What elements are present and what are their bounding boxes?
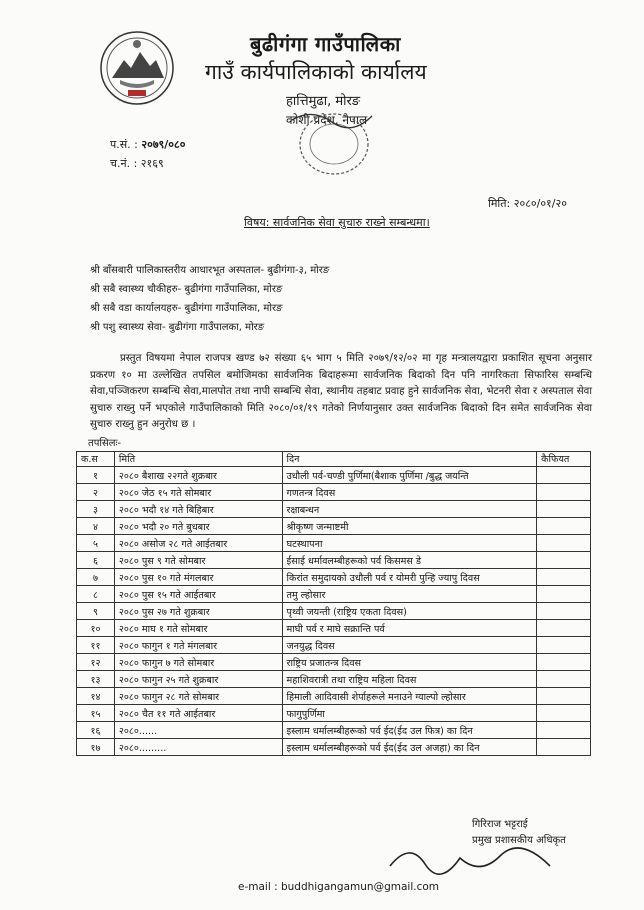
table-header-row	[77, 452, 591, 467]
recipient-list	[90, 261, 329, 337]
recipient-item: श्री सबै वडा कार्यालयहरु- बुढीगंगा गाउँपालिका, मोरङ	[90, 303, 283, 314]
cell-remark	[537, 722, 591, 739]
cell-date: २०८० बैशाख २२गते शुक्रबार	[114, 467, 282, 484]
cell-date: २०८०.........	[114, 739, 282, 756]
cell-date: २०८० पुस ९ गते सोमबार	[114, 552, 282, 569]
cell-date: २०८० असोज २८ गते आईतबार	[114, 535, 282, 552]
cell-sn: ११	[77, 637, 115, 654]
cell-sn: ७	[77, 569, 115, 586]
header-sn: क.स	[77, 452, 115, 467]
table-row	[77, 688, 591, 705]
cell-remark	[537, 535, 591, 552]
cell-sn: १३	[77, 671, 115, 688]
cell-day: राष्ट्रिय प्रजातन्त्र दिवस	[282, 654, 537, 671]
cell-day: हिमाली आदिवासी शेर्पाहरूले मनाउने ग्याल्पो ल्होसार	[282, 688, 537, 705]
table-row	[77, 586, 591, 603]
dispatch-value: २१६९	[140, 157, 164, 170]
government-emblem-icon	[98, 30, 176, 106]
cell-day: ईसाई धर्मावलम्बीहरूको पर्व किसमस डे	[282, 552, 537, 569]
cell-date: २०८० भदौ १४ गते बिहिबार	[114, 501, 282, 518]
cell-remark	[537, 569, 591, 586]
cell-sn: ८	[77, 586, 115, 603]
reference-number	[110, 137, 185, 152]
cell-sn: ५	[77, 535, 115, 552]
table-row	[77, 722, 591, 739]
dispatch-number	[110, 156, 164, 171]
cell-sn: १५	[77, 705, 115, 722]
reference-value: २०७९/०८०	[141, 138, 186, 151]
cell-sn: ६	[77, 552, 115, 569]
office-stamp-icon	[272, 102, 392, 182]
cell-day: किरांत समुदायको उधौली पर्व र योमरी पुन्हि ज्यापु दिवस	[282, 569, 537, 586]
cell-date: २०८० जेठ १५ गते सोमबार	[114, 484, 282, 501]
cell-date: २०८० पुस १५ गते आईतबार	[114, 586, 282, 603]
table-row	[77, 739, 591, 756]
recipient-item: श्री पशु स्वास्थ्य सेवा- बुढीगंगा गाउँपालका, मोरङ	[90, 322, 265, 333]
cell-sn: १६	[77, 722, 115, 739]
recipient-item: श्री सबै स्वास्थ्य चौकीहरु- बुढीगंगा गाउँपालिका, मोरङ	[90, 284, 283, 295]
cell-day: इस्लाम धर्मालम्बीहरूको पर्व ईद(ईद उल फित्र) का दिन	[282, 722, 537, 739]
signatory-title: प्रमुख प्रशासकीय अधिकृत	[472, 835, 566, 846]
letter-date: मिति: २०८०/०१/२०	[488, 197, 567, 210]
cell-day: रक्षाबन्धन	[282, 501, 537, 518]
cell-remark	[537, 671, 591, 688]
cell-date: २०८० फागुन ७ गते सोमबार	[114, 654, 282, 671]
cell-remark	[537, 484, 591, 501]
cell-day: महाशिवरात्री तथा राष्ट्रिय महिला दिवस	[282, 671, 537, 688]
table-row	[77, 671, 591, 688]
letter-body: प्रस्तुत विषयमा नेपाल राजपत्र खण्ड ७२ संख्या ६५ भाग ५ मिति २०७९/१२/०२ मा गृह मन्त्रालयद्वारा प्रकाशित सूचना अनुसार प्रकरण १० मा उल्लेखित तपसिल बमोजिमका सार्वजनिक बिदाहरूमा सार्वजनिक बिदाको दिन पनि नागरिकता सिफारिस सम्बन्धि सेवा,पञ्जिकरण सम्बन्धि सेवा,मालपोत तथा नापी सम्बन्धि सेवा, स्थानीय तहबाट प्रवाह हुने सार्वजनिक सेवा, भेटनरी सेवा र अस्पताल सेवा सुचारु राख्नु पर्ने भएकोले गाउँपालिकाको मिति २०८०/०१/१९ गतेको निर्णयानुसार उक्त सार्वजनिक बिदाको दिन समेत सार्वजनिक सेवा सुचारु राख्नु हुन अनुरोध छ ।	[90, 353, 592, 431]
cell-remark	[537, 586, 591, 603]
cell-date: २०८० पुस २७ गते शुक्रबार	[114, 603, 282, 620]
table-row	[77, 501, 591, 518]
cell-remark	[537, 518, 591, 535]
table-row	[77, 484, 591, 501]
cell-remark	[537, 654, 591, 671]
reference-label: प.सं. :	[110, 138, 138, 151]
cell-sn: २	[77, 484, 115, 501]
cell-day: इस्लाम धर्मालम्बीहरूको पर्व ईद(ईद उल अजहा) का दिन	[282, 739, 537, 756]
cell-sn: १४	[77, 688, 115, 705]
table-row	[77, 620, 591, 637]
dispatch-label: च.नं. :	[110, 157, 138, 170]
letter-subject: विषय: सार्वजनिक सेवा सुचारु राख्ने सम्बन्धमा।	[244, 216, 430, 229]
cell-sn: १	[77, 467, 115, 484]
table-row	[77, 518, 591, 535]
cell-remark	[537, 739, 591, 756]
signatory-name: गिरिराज भट्टराई	[472, 819, 528, 830]
address-line-1: हात्तिमुढा, मोरङ	[286, 94, 361, 109]
table-row	[77, 654, 591, 671]
cell-date: २०८० फागुन २८ गते सोमबार	[114, 688, 282, 705]
office-name: गाउँ कार्यपालिकाको कार्यालय	[205, 60, 427, 84]
cell-day: फागुपुर्णिमा	[282, 705, 537, 722]
cell-date: २०८० फागुन २५ गते शुक्रबार	[114, 671, 282, 688]
org-name: बुढीगंगा गाउँपालिका	[250, 32, 401, 56]
table-row	[77, 535, 591, 552]
table-row	[77, 552, 591, 569]
recipient-item: श्री बाँसबारी पालिकास्तरीय आधारभूत अस्पताल- बुढीगंगा-३, मोरङ	[90, 265, 330, 276]
cell-day: श्रीकृष्ण जन्माष्टमी	[282, 518, 537, 535]
details-label: तपसिलः-	[88, 438, 122, 449]
cell-day: घटस्थापना	[282, 535, 537, 552]
cell-remark	[537, 705, 591, 722]
signature-scrawl-icon	[380, 836, 580, 886]
cell-date: २०८० पुस १० गते मंगलबार	[114, 569, 282, 586]
table-row	[77, 637, 591, 654]
footer-email: e-mail : buddhigangamun@gmail.com	[238, 881, 439, 893]
cell-remark	[537, 552, 591, 569]
cell-remark	[537, 637, 591, 654]
cell-sn: १७	[77, 739, 115, 756]
cell-remark	[537, 688, 591, 705]
header-day: दिन	[282, 452, 537, 467]
cell-date: २०८० भदौ २० गते बुधबार	[114, 518, 282, 535]
table-row	[77, 603, 591, 620]
cell-remark	[537, 501, 591, 518]
cell-day: तमु ल्होसार	[282, 586, 537, 603]
cell-date: २०८० चैत ११ गते आईतबार	[114, 705, 282, 722]
cell-day: माघी पर्व र माघे सक्रान्ति पर्व	[282, 620, 537, 637]
cell-sn: ९	[77, 603, 115, 620]
holiday-table	[76, 451, 591, 756]
cell-remark	[537, 620, 591, 637]
table-row	[77, 705, 591, 722]
header-date: मिति	[114, 452, 282, 467]
header-remark: कैफियत	[537, 452, 591, 467]
cell-sn: १०	[77, 620, 115, 637]
cell-date: २०८० फागुन १ गते मंगलबार	[114, 637, 282, 654]
cell-date: २०८० माघ १ गते सोमबार	[114, 620, 282, 637]
cell-sn: ३	[77, 501, 115, 518]
cell-day: उधौली पर्व-चण्डी पुर्णिमा(बैशाक पुर्णिमा /बुद्ध जयन्ति	[282, 467, 537, 484]
address-line-2: कोशी प्रदेश, नेपाल	[286, 113, 368, 127]
cell-sn: १२	[77, 654, 115, 671]
cell-date: २०८०......	[114, 722, 282, 739]
cell-remark	[537, 467, 591, 484]
table-row	[77, 569, 591, 586]
cell-day: जनयुद्ध दिवस	[282, 637, 537, 654]
cell-day: पृथ्वी जयन्ती (राष्ट्रिय एकता दिवस)	[282, 603, 537, 620]
cell-sn: ४	[77, 518, 115, 535]
table-row	[77, 467, 591, 484]
cell-remark	[537, 603, 591, 620]
cell-day: गणतन्त्र दिवस	[282, 484, 537, 501]
